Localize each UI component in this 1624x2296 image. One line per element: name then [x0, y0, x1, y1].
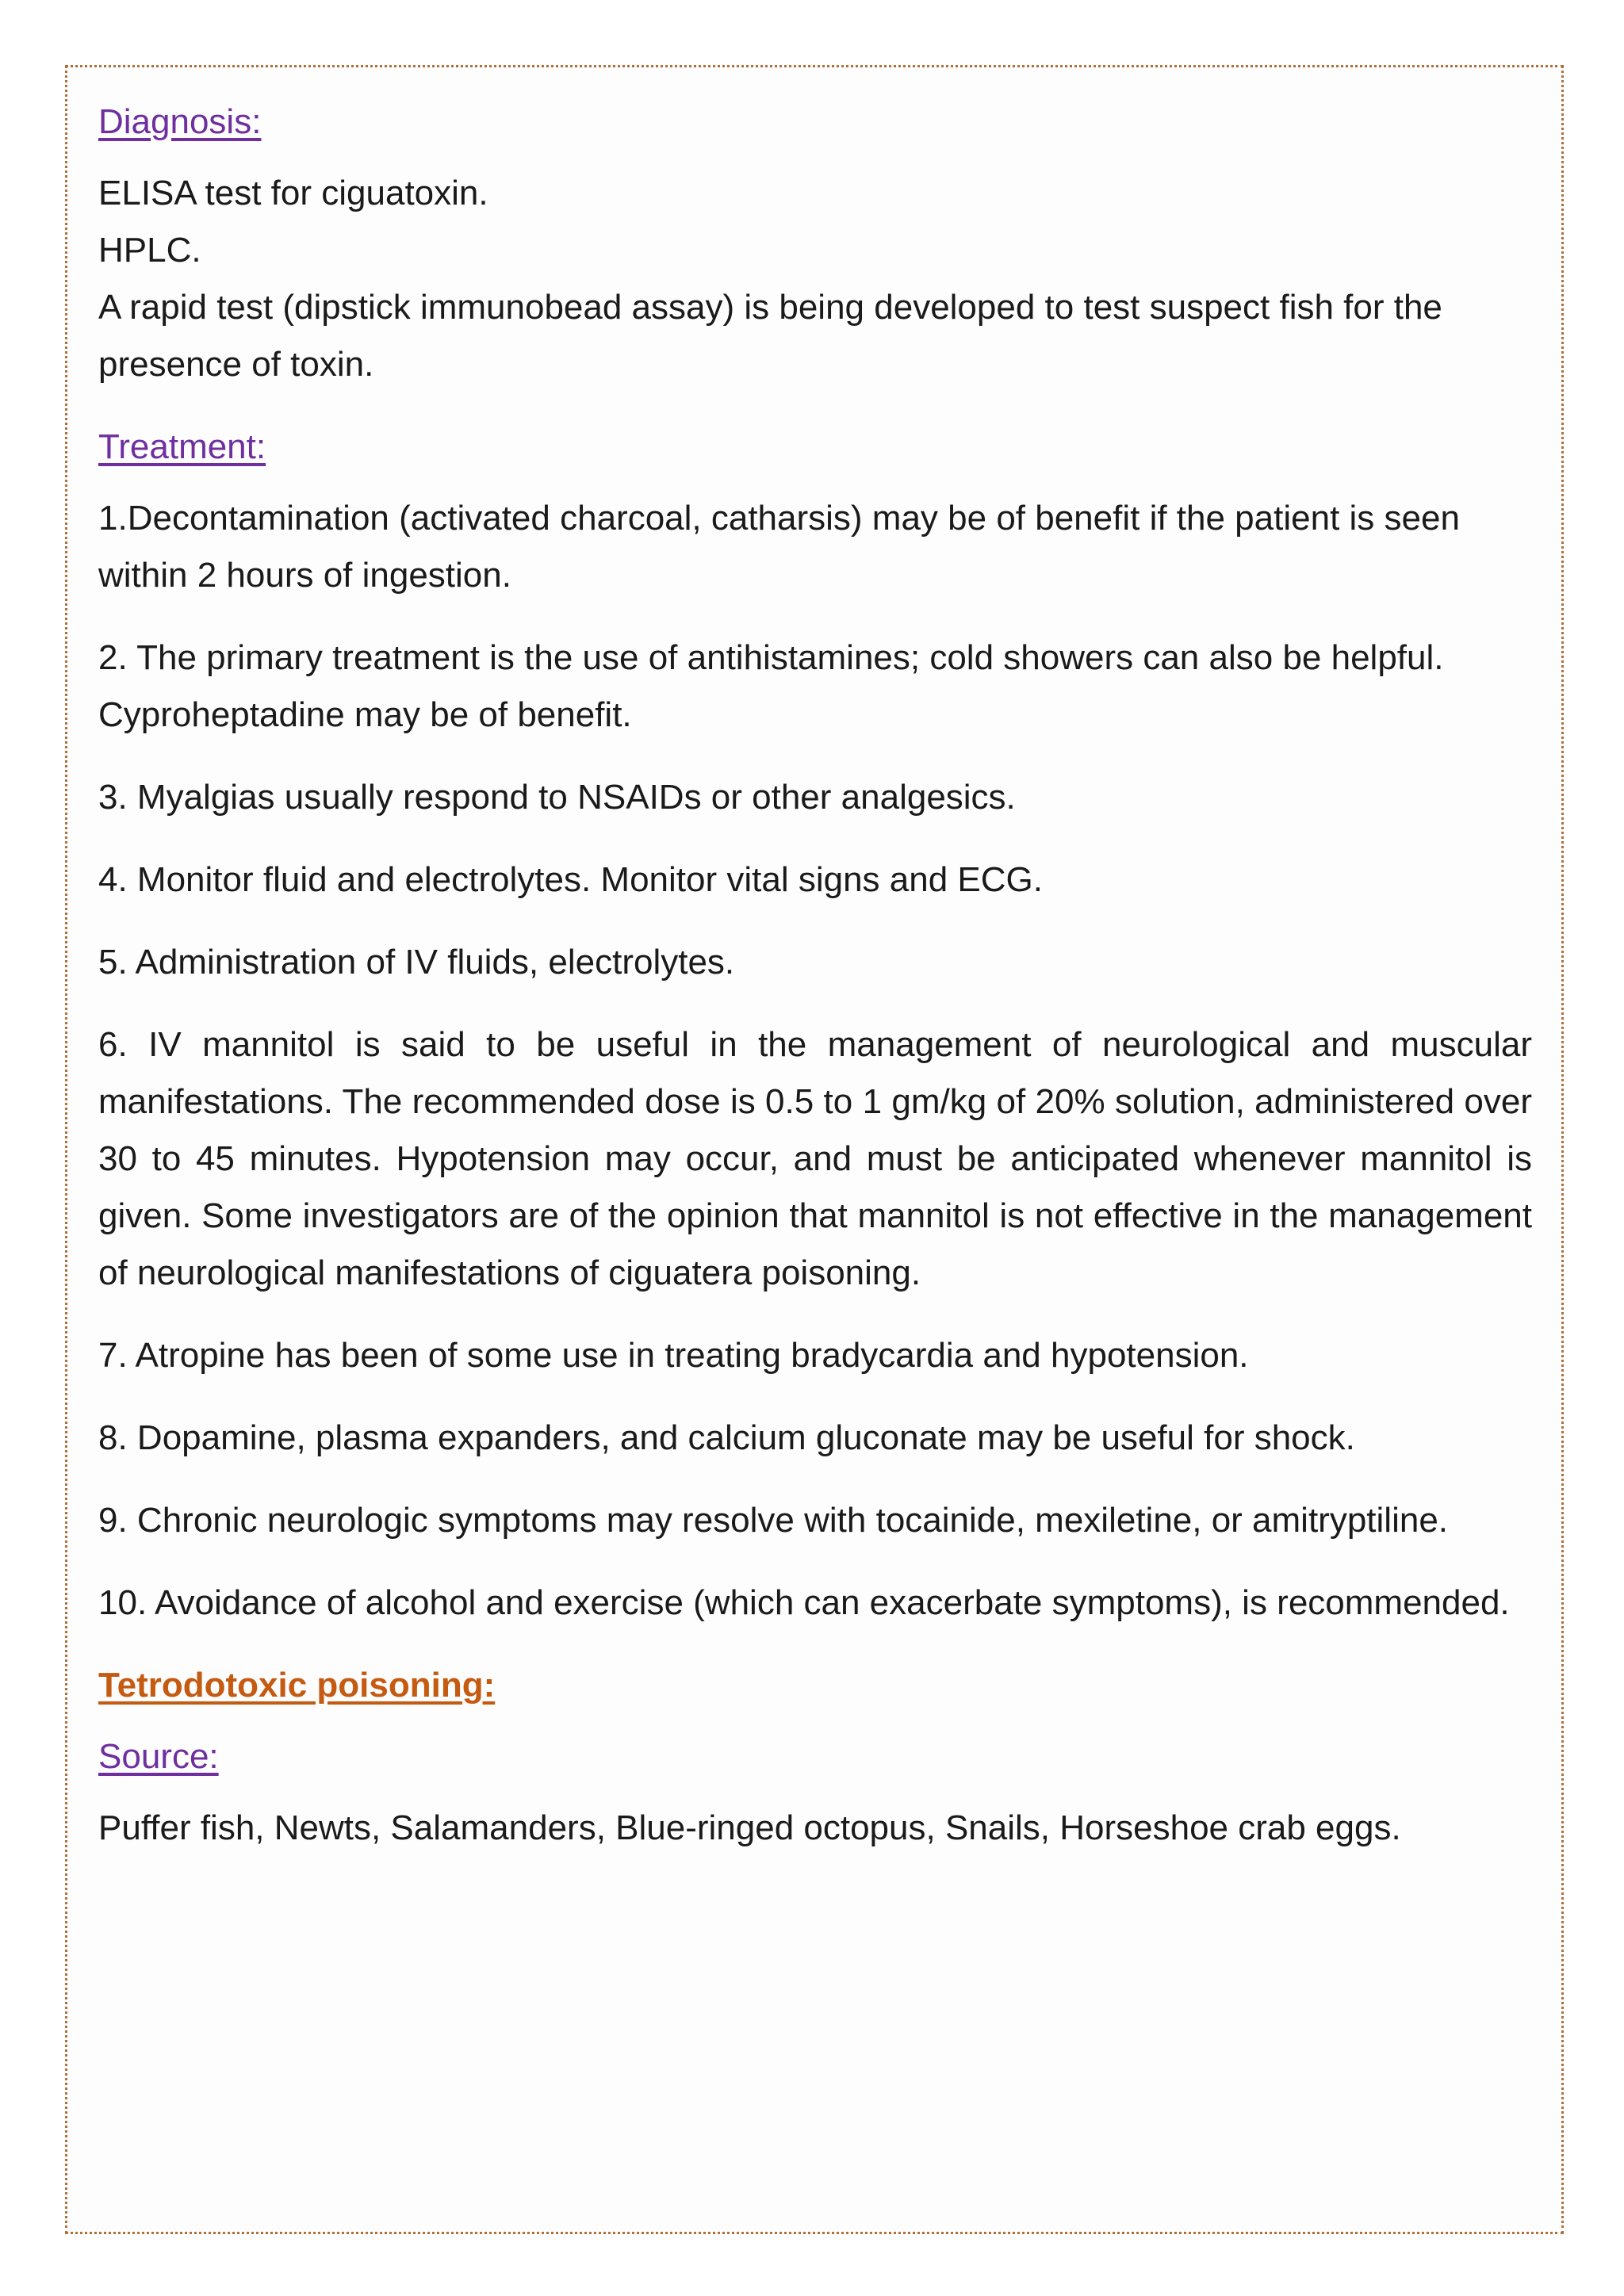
treatment-item: 10. Avoidance of alcohol and exercise (which can exacerbate symptoms), is recommended. [98, 1583, 1510, 1622]
treatment-item: 5. Administration of IV fluids, electrolytes. [98, 943, 735, 982]
treatment-heading: Treatment: [98, 427, 266, 466]
treatment-item: 3. Myalgias usually respond to NSAIDs or other analgesics. [98, 778, 1016, 817]
source-heading: Source: [98, 1737, 219, 1776]
diagnosis-line: ELISA test for ciguatoxin. [98, 174, 488, 212]
tetrodotoxic-heading: Tetrodotoxic poisoning: [98, 1666, 496, 1705]
treatment-item: 8. Dopamine, plasma expanders, and calcium gluconate may be useful for shock. [98, 1418, 1355, 1457]
treatment-item: 7. Atropine has been of some use in treating bradycardia and hypotension. [98, 1336, 1249, 1375]
diagnosis-line: HPLC. [98, 231, 201, 270]
diagnosis-section [98, 165, 1532, 393]
diagnosis-line: A rapid test (dipstick immunobead assay) is being developed to test suspect fish for the presence of toxin. [98, 288, 1442, 384]
document-body [98, 94, 1532, 1882]
treatment-item: 2. The primary treatment is the use of antihistamines; cold showers can also be helpful. Cyproheptadine may be of benefit. [98, 638, 1444, 734]
treatment-item: 6. IV mannitol is said to be useful in the management of neurological and muscular manifestations. The recommended dose is 0.5 to 1 gm/kg of 20% solution, administered over 30 to 45 minutes. Hypotension may occur, and must be anticipated whenever mannitol is given. Some investigators are of the opinion that mannitol is not effective in the management of neurological manifestations of ciguatera poisoning. [98, 1025, 1532, 1292]
source-text: Puffer fish, Newts, Salamanders, Blue-ringed octopus, Snails, Horseshoe crab eggs. [98, 1808, 1401, 1847]
treatment-item: 9. Chronic neurologic symptoms may resolve with tocainide, mexiletine, or amitryptiline. [98, 1501, 1449, 1540]
treatment-item: 4. Monitor fluid and electrolytes. Monitor vital signs and ECG. [98, 860, 1043, 899]
treatment-item: 1.Decontamination (activated charcoal, catharsis) may be of benefit if the patient is seen within 2 hours of ingestion. [98, 499, 1460, 595]
diagnosis-heading: Diagnosis: [98, 102, 262, 141]
